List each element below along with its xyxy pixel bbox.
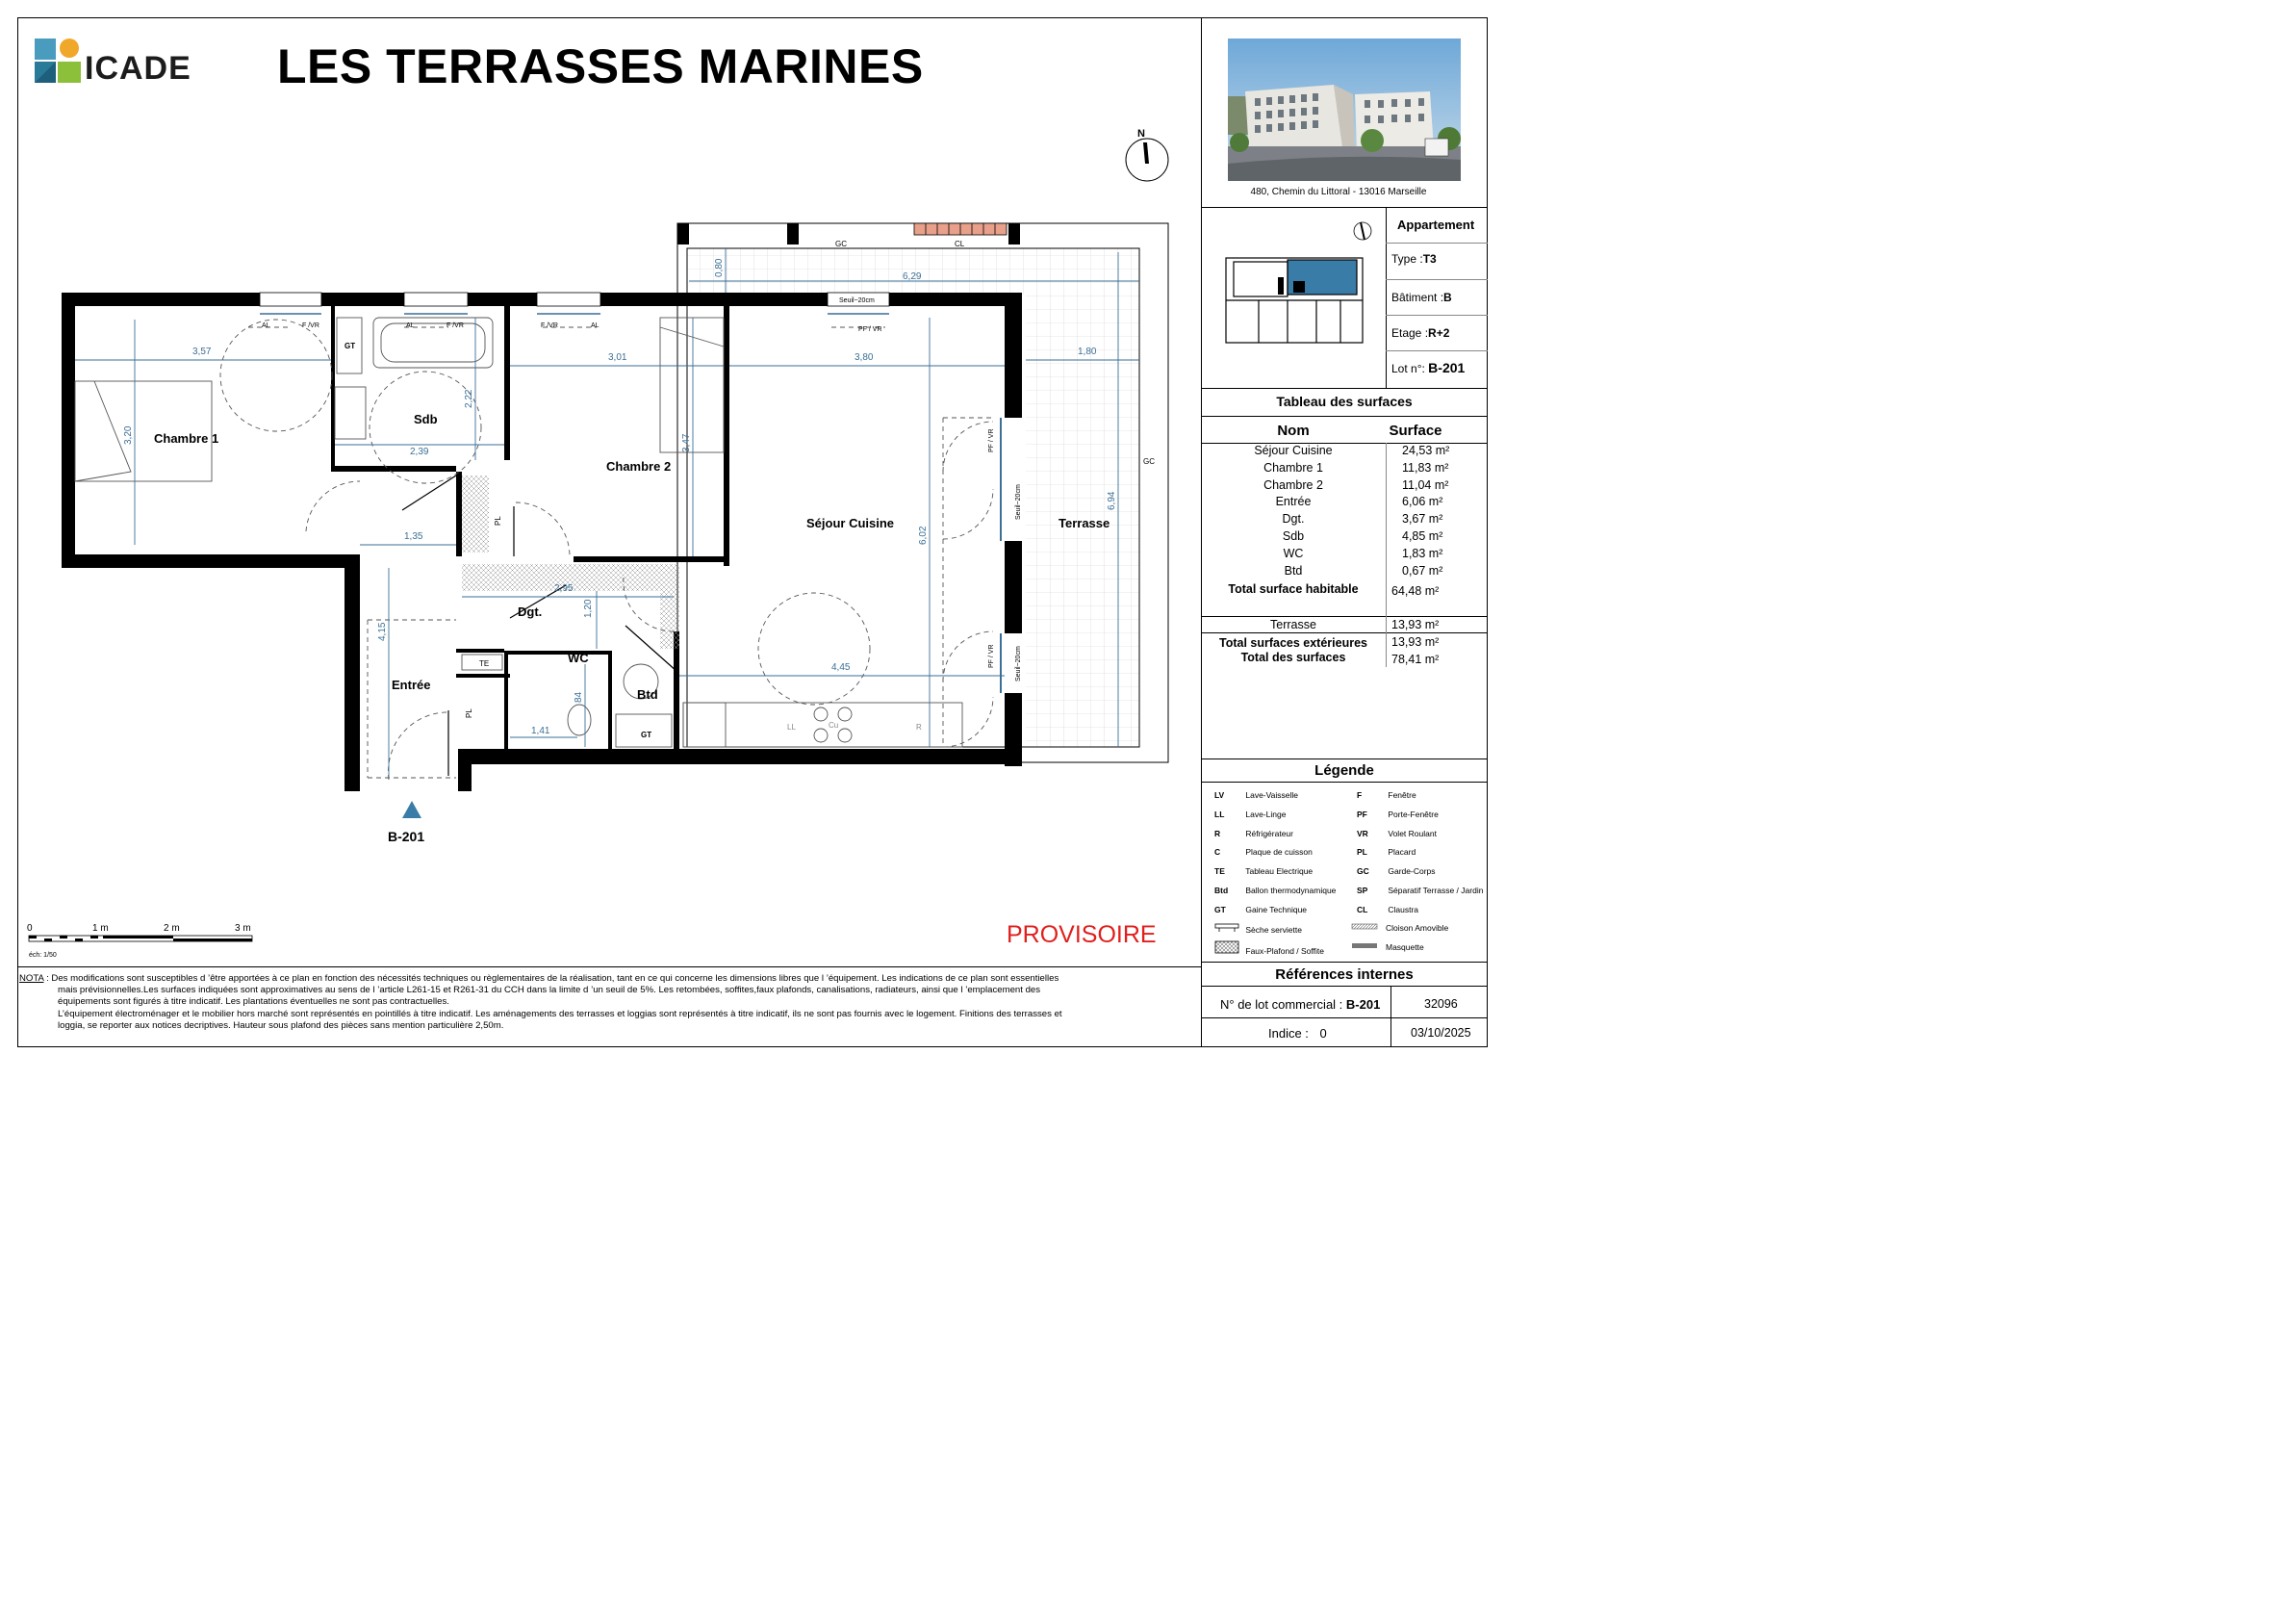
- divider: [1386, 279, 1488, 280]
- legend-text: Fenêtre: [1388, 790, 1416, 800]
- table-row: [1201, 477, 1488, 495]
- disclaimer-note: [19, 973, 1179, 1032]
- legend-code: SP: [1357, 886, 1368, 895]
- mark-pl: PL: [465, 708, 473, 718]
- etage-label: Etage :: [1391, 326, 1429, 340]
- dim-label: 3,01: [608, 352, 627, 363]
- legend-code: GC: [1357, 866, 1369, 876]
- note-label: NOTA: [19, 973, 44, 984]
- batiment-field: [1391, 291, 1452, 304]
- dim-label: 6,02: [918, 526, 929, 545]
- mark-al: AL: [406, 322, 415, 329]
- table-row: [1201, 563, 1488, 580]
- dim-label: 6,29: [903, 271, 922, 282]
- legend-text: Masquette: [1386, 942, 1424, 952]
- apartment-kind: Appartement: [1397, 218, 1475, 232]
- legend-item: [1214, 905, 1307, 914]
- dim-label: 2,95: [554, 583, 574, 594]
- references-title: Références internes: [1275, 966, 1414, 983]
- divider: [1386, 243, 1488, 244]
- surface-value: 0,67 m²: [1402, 563, 1443, 578]
- surface-name: Chambre 2: [1201, 477, 1387, 495]
- room-chambre-2: Chambre 2: [606, 459, 672, 474]
- terrasse-value: 13,93 m²: [1391, 618, 1440, 631]
- room-sdb: Sdb: [414, 412, 438, 426]
- soffit-hatch-symbol: [1214, 940, 1243, 956]
- dim-label: 0,80: [714, 258, 725, 277]
- floor-plan: [0, 0, 1201, 963]
- type-field: [1391, 252, 1437, 266]
- dim-label: 3,80: [855, 352, 874, 363]
- etage-value: R+2: [1428, 326, 1450, 340]
- commercial-lot-field: [1220, 997, 1380, 1012]
- legend-item: [1214, 790, 1298, 800]
- table-row: [1201, 494, 1488, 511]
- dim-label: 4,15: [377, 622, 388, 641]
- legend-code: TE: [1214, 866, 1225, 876]
- revision-date: 03/10/2025: [1411, 1026, 1471, 1040]
- legend-title: Légende: [1314, 762, 1374, 779]
- dim-label: 1,35: [404, 531, 423, 542]
- legend-item: [1357, 810, 1439, 819]
- legend-text: Faux-Plafond / Soffite: [1245, 946, 1324, 956]
- legend-text: Garde-Corps: [1388, 866, 1436, 876]
- towel-dryer-symbol: [1214, 923, 1243, 935]
- surface-name: Dgt.: [1201, 511, 1387, 528]
- legend-code: R: [1214, 829, 1221, 838]
- note-line: mais prévisionnelles.Les surfaces indiquées sont approximatives au sens de l ’article L261-15 et R261-31 du CCH dans la limite d ’un seuil de 5%. Les retombées, soffites,faux plafonds, canalisations, radiateurs, ainsi que l ’emplacement des: [58, 985, 1041, 996]
- mark-pfvr: PF / VR: [858, 326, 882, 333]
- legend-code: CL: [1357, 905, 1368, 914]
- total-habitable-value: 64,48 m²: [1391, 584, 1440, 598]
- north-label: N: [1137, 128, 1145, 140]
- legend-item: [1357, 829, 1437, 838]
- surface-value: 24,53 m²: [1402, 444, 1450, 457]
- surfaces-title: Tableau des surfaces: [1276, 394, 1413, 409]
- legend-item: [1214, 829, 1293, 838]
- scale-bar: [21, 920, 271, 961]
- mark-seuil: Seuil~20cm: [1015, 646, 1022, 681]
- mark-fvr: F /VR: [446, 322, 464, 329]
- legend-code: F: [1357, 790, 1363, 800]
- surfaces-table: [1201, 443, 1488, 579]
- legend-code: PL: [1357, 847, 1367, 857]
- mark-te: TE: [479, 659, 490, 668]
- divider: [1201, 207, 1488, 208]
- building-rendering-image: [1228, 39, 1461, 181]
- indice-value: 0: [1319, 1026, 1327, 1041]
- divider: [1386, 350, 1488, 351]
- divider: [1390, 986, 1391, 1047]
- dim-label: 1,80: [1078, 347, 1097, 357]
- legend-text: Réfrigérateur: [1245, 829, 1293, 838]
- table-row: [1201, 528, 1488, 546]
- dim-label: 1,20: [583, 599, 594, 618]
- mark-pfvr: PF / VR: [988, 644, 995, 668]
- legend-text: Plaque de cuisson: [1245, 847, 1313, 857]
- divider: [1201, 962, 1488, 963]
- divider: [1201, 1017, 1488, 1018]
- dim-label: 3,57: [192, 347, 212, 357]
- divider: [1201, 986, 1488, 987]
- room-chambre-1: Chambre 1: [154, 431, 219, 446]
- surface-name: Séjour Cuisine: [1201, 443, 1387, 460]
- divider: [1386, 315, 1488, 316]
- surface-value: 11,04 m²: [1402, 477, 1449, 492]
- table-row: [1201, 511, 1488, 528]
- legend-text: Gaine Technique: [1245, 905, 1308, 914]
- reference-code: 32096: [1424, 997, 1458, 1011]
- mark-pfvr: PF / VR: [988, 428, 995, 452]
- col-header-surface: Surface: [1389, 423, 1442, 439]
- mark-al: AL: [591, 322, 600, 329]
- legend-item: [1214, 847, 1313, 857]
- dim-label: 2,39: [410, 447, 429, 457]
- commercial-lot-value: B-201: [1345, 997, 1381, 1012]
- legend-code: C: [1214, 847, 1221, 857]
- note-line: L’équipement électroménager et le mobilier hors marché sont représentés en pointillés à titre indicatif. Les aménagements des terrasses et loggias sont représentés à titre indicatif, ils ne sont pas fournis avec le logement. Finitions des terrasses et: [58, 1008, 1062, 1019]
- scale-tick-1: 1 m: [92, 923, 109, 934]
- indice-label: Indice :: [1268, 1026, 1309, 1041]
- divider: [1201, 416, 1488, 417]
- surface-name: Btd: [1201, 563, 1387, 580]
- legend-text: Sèche serviette: [1245, 925, 1302, 935]
- type-label: Type :: [1391, 252, 1423, 266]
- terrasse-label: Terrasse: [1270, 618, 1316, 631]
- surface-name: WC: [1201, 546, 1387, 563]
- dim-label: 84: [574, 691, 584, 703]
- dim-label: 1,41: [531, 726, 550, 736]
- legend-code: GT: [1214, 905, 1226, 914]
- provisoire-stamp: PROVISOIRE: [1007, 921, 1157, 948]
- legend-item: [1357, 866, 1436, 876]
- col-header-nom: Nom: [1277, 423, 1310, 439]
- dim-label: 4,45: [831, 662, 851, 673]
- room-sejour: Séjour Cuisine: [806, 516, 895, 530]
- scale-tick-0: 0: [27, 923, 33, 934]
- legend-item: [1214, 866, 1313, 876]
- total-ext-value: 13,93 m²: [1391, 635, 1440, 649]
- note-text: : Des modifications sont susceptibles d ’être apportées à ce plan en fonction des nécessités techniques ou règlementaires de la réalisation, tant en ce qui concerne les dimensions libres que l ’équipement. Les indications de ce plan sont essentielles: [43, 973, 1059, 984]
- surface-value: 11,83 m²: [1402, 460, 1449, 475]
- floor-key-plan: [1220, 219, 1374, 350]
- legend-code: VR: [1357, 829, 1368, 838]
- legend-text: Volet Roulant: [1388, 829, 1437, 838]
- commercial-lot-label: N° de lot commercial :: [1220, 997, 1343, 1012]
- divider: [1386, 207, 1387, 388]
- surface-value: 4,85 m²: [1402, 528, 1443, 543]
- table-row: [1201, 546, 1488, 563]
- table-row: [1201, 460, 1488, 477]
- entry-arrow-icon: [402, 801, 421, 818]
- legend-item: [1214, 810, 1286, 819]
- mark-seuil: Seuil~20cm: [1015, 484, 1022, 520]
- indice-field: [1268, 1026, 1327, 1041]
- mark-ll: LL: [787, 723, 796, 732]
- legend-text: Placard: [1388, 847, 1416, 857]
- project-address: 480, Chemin du Littoral - 13016 Marseille: [1250, 187, 1427, 197]
- masquette-symbol: [1351, 942, 1386, 952]
- legend-item: [1357, 847, 1416, 857]
- legend-text: Lave-Vaisselle: [1245, 790, 1299, 800]
- divider: [1201, 388, 1488, 389]
- room-entree: Entrée: [392, 678, 431, 692]
- legend-text: Tableau Electrique: [1245, 866, 1314, 876]
- legend-text: Cloison Amovible: [1386, 923, 1449, 933]
- divider: [1386, 443, 1387, 667]
- scale-tick-2: 2 m: [164, 923, 180, 934]
- note-line: loggia, se reporter aux notices decriptives. Hauteur sous plafond des pièces sans mention particulière 2,50m.: [58, 1019, 504, 1031]
- total-value: 78,41 m²: [1391, 653, 1440, 666]
- mark-gc-side: GC: [1143, 457, 1155, 466]
- legend-code: LV: [1214, 790, 1225, 800]
- legend-code: LL: [1214, 810, 1225, 819]
- note-line: équipements sont figurés à titre indicatif. Les plantations éventuelles ne sont pas contractuelles.: [58, 996, 449, 1008]
- legend-code: Btd: [1214, 886, 1229, 895]
- page-title: LES TERRASSES MARINES: [277, 39, 924, 93]
- divider: [1201, 782, 1488, 783]
- dim-label: 6,94: [1107, 491, 1117, 510]
- room-dgt: Dgt.: [518, 604, 543, 619]
- legend-item: [1214, 923, 1302, 935]
- legend-item: [1357, 886, 1483, 895]
- scale-tick-3: 3 m: [235, 923, 251, 934]
- legend-item: [1214, 940, 1324, 956]
- legend-item: [1351, 923, 1448, 933]
- legend-item: [1357, 790, 1416, 800]
- mark-seuil: Seuil~20cm: [839, 297, 875, 304]
- lot-value: B-201: [1428, 360, 1466, 375]
- mark-gt: GT: [344, 342, 356, 350]
- surface-name: Sdb: [1201, 528, 1387, 546]
- divider: [1201, 616, 1488, 617]
- mark-al: AL: [262, 322, 270, 329]
- note-line: [19, 973, 1179, 985]
- legend-item: [1357, 905, 1418, 914]
- room-btd: Btd: [637, 687, 658, 702]
- dim-label: 3,20: [123, 425, 134, 445]
- legend-item: [1214, 886, 1336, 895]
- legend-item: [1351, 942, 1424, 952]
- mark-fvr: F /VR: [302, 322, 319, 329]
- batiment-value: B: [1443, 291, 1452, 304]
- room-terrasse: Terrasse: [1059, 516, 1110, 530]
- legend-text: Lave-Linge: [1245, 810, 1287, 819]
- entry-label: B-201: [388, 829, 425, 844]
- divider: [1201, 632, 1488, 633]
- room-wc: WC: [568, 651, 589, 665]
- mark-pl: PL: [494, 516, 502, 526]
- removable-partition-symbol: [1351, 923, 1386, 933]
- mark-cl: CL: [955, 240, 965, 248]
- total-ext-label: Total surfaces extérieures: [1218, 636, 1367, 650]
- lot-label: Lot n°:: [1391, 362, 1425, 375]
- mark-gc: GC: [835, 240, 847, 248]
- mark-r: R: [916, 723, 922, 732]
- legend-text: Séparatif Terrasse / Jardin: [1388, 886, 1484, 895]
- etage-field: [1391, 326, 1449, 340]
- dim-label: 2,22: [464, 389, 474, 408]
- total-label: Total des surfaces: [1240, 651, 1346, 664]
- dim-label: 3,47: [681, 433, 692, 452]
- table-row: [1201, 443, 1488, 460]
- legend-text: Porte-Fenêtre: [1388, 810, 1439, 819]
- legend-code: PF: [1357, 810, 1367, 819]
- legend-text: Claustra: [1388, 905, 1419, 914]
- mark-fvr: F /VR: [541, 322, 558, 329]
- legend-text: Ballon thermodynamique: [1245, 886, 1337, 895]
- surface-name: Entrée: [1201, 494, 1387, 511]
- surface-value: 1,83 m²: [1402, 546, 1443, 560]
- mark-cu: Cu: [829, 721, 839, 730]
- batiment-label: Bâtiment :: [1391, 291, 1444, 304]
- scale-ratio: éch: 1/50: [29, 952, 57, 959]
- logo-text: ICADE: [85, 50, 191, 87]
- total-habitable-label: Total surface habitable: [1228, 582, 1359, 596]
- surface-value: 6,06 m²: [1402, 495, 1443, 509]
- type-value: T3: [1422, 252, 1437, 266]
- surface-name: Chambre 1: [1201, 460, 1387, 477]
- lot-field: [1391, 360, 1465, 375]
- mark-gt: GT: [641, 731, 652, 739]
- divider: [17, 966, 1201, 967]
- surface-value: 3,67 m²: [1402, 512, 1443, 527]
